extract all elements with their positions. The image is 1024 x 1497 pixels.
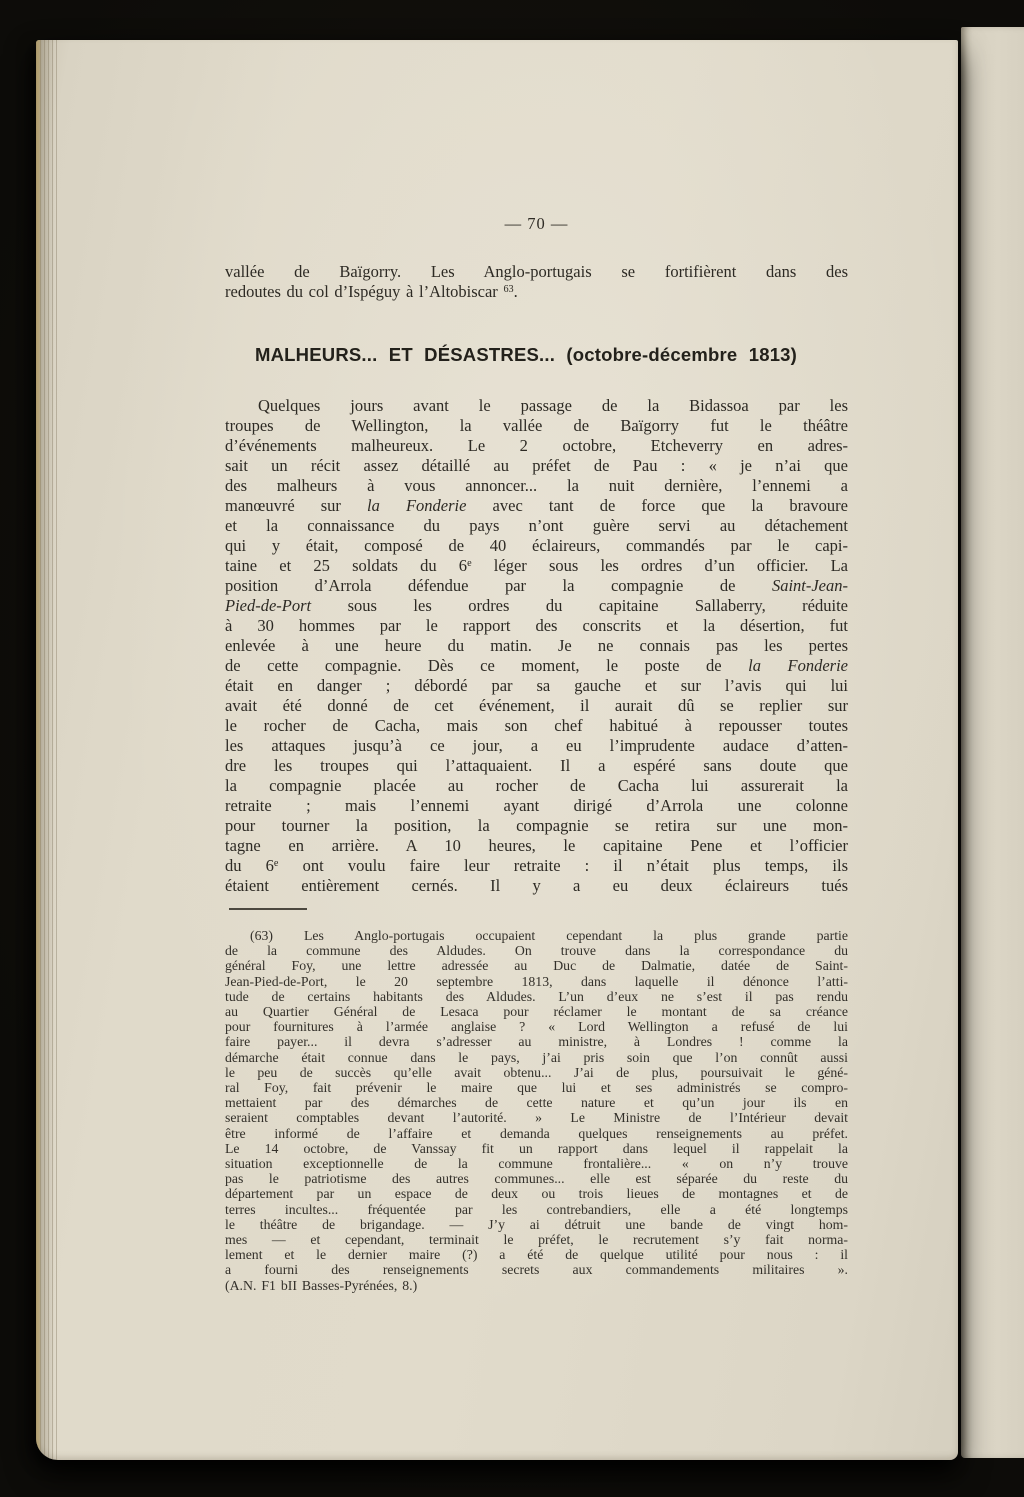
text-line: taine et 25 soldats du 6e léger sous les ordres d’un officier. La (225, 556, 848, 575)
text-line: le théâtre de brigandage. — J’y ai détruit une bande de vingt hom- (225, 1216, 848, 1232)
footnote-paragraph (225, 928, 848, 1293)
next-page-edge (961, 27, 1024, 1458)
text-line: qui y était, composé de 40 éclaireurs, commandés par le capi- (225, 536, 848, 555)
text-line: pour fournitures à l’armée anglaise ? « Lord Wellington a refusé de lui (225, 1019, 848, 1035)
text-line: situation exceptionnelle de la commune frontalière... « on n’y trouve (225, 1156, 848, 1172)
text-line: à 30 hommes par le rapport des conscrits et la désertion, fut (225, 616, 848, 635)
text-line: les attaques jusqu’à ce jour, a eu l’imprudente audace d’atten- (225, 736, 848, 755)
text-line: redoutes du col d’Ispéguy à l’Altobiscar $^{63}$. (225, 282, 518, 301)
page-number: — 70 — (504, 214, 569, 233)
text-line: dre les troupes qui l’attaquaient. Il a espéré sans doute que (225, 756, 848, 775)
text-line: pas le patriotisme des autres communes... elle est séparée du reste du (225, 1171, 848, 1187)
text-line: mettaient par des démarches de cette nature et qu’un jour ils en (225, 1095, 848, 1111)
text-line: avait été donné de cet événement, il aurait dû se replier sur (225, 696, 848, 715)
text-line: au Quartier Général de Lesaca pour réclamer le montant de sa créance (225, 1004, 848, 1020)
text-line: des malheurs à vous annoncer... la nuit dernière, l’ennemi a (225, 476, 848, 495)
text-line: seraient comptables devant l’autorité. » Le Ministre de l’Intérieur devait (225, 1110, 848, 1126)
text-line: (63) Les Anglo-portugais occupaient cependant la plus grande partie (250, 928, 848, 943)
body-paragraph (225, 396, 848, 896)
text-line: tude de certains habitants des Aldudes. L’un d’eux ne s’est il pas rendu (225, 988, 848, 1004)
text-line: a fourni des renseignements secrets aux commandements militaires ». (225, 1262, 848, 1278)
text-column (225, 40, 848, 1293)
text-line: sait un récit assez détaillé au préfet de Pau : « je n’ai que (225, 456, 848, 475)
intro-paragraph (225, 262, 848, 302)
text-line: tagne en arrière. A 10 heures, le capitaine Pene et l’officier (225, 836, 848, 855)
page-stack-edge (36, 40, 58, 1460)
text-line: le peu de succès qu’elle avait obtenu... J’ai de plus, poursuivait le géné- (225, 1064, 848, 1080)
text-line: département par un espace de deux ou trois lieues de montagnes et de (225, 1186, 848, 1202)
text-line: Le 14 octobre, de Vanssay fit un rapport dans lequel il rappelait la (225, 1140, 848, 1156)
text-line: démarche était connue dans le pays, j’ai pris soin que l’on connût aussi (225, 1049, 848, 1065)
text-line: enlevée à une heure du matin. Je ne connais pas les pertes (225, 636, 848, 655)
text-line: ral Foy, fait prévenir le maire que lui et ses administrés se compro- (225, 1080, 848, 1096)
text-line: d’événements malheureux. Le 2 octobre, Etcheverry en adres- (225, 436, 848, 455)
text-line: Jean-Pied-de-Port, le 20 septembre 1813, dans laquelle il dénonce l’atti- (225, 973, 848, 989)
book-page (36, 40, 958, 1460)
text-line: Pied-de-Port sous les ordres du capitaine Sallaberry, réduite (225, 596, 848, 615)
text-line: terres incultes... fréquentée par les contrebandiers, elle a été longtemps (225, 1201, 848, 1217)
text-line: être informé de l’affaire et demanda quelques renseignements au préfet. (225, 1125, 848, 1141)
text-line: le rocher de Cacha, mais son chef habitué à repousser toutes (225, 716, 848, 735)
text-line: lement et le dernier maire (?) a été de quelque utilité pour nous : il (225, 1247, 848, 1263)
text-line: pour tourner la position, la compagnie se retira sur une mon- (225, 816, 848, 835)
text-line: général Foy, une lettre adressée au Duc de Dalmatie, datée de Saint- (225, 958, 848, 974)
text-line: de la commune des Aldudes. On trouve dans la correspondance du (225, 943, 848, 959)
text-line: troupes de Wellington, la vallée de Baïgorry fut le théâtre (225, 416, 848, 435)
section-heading: MALHEURS... ET DÉSASTRES... (octobre-décembre 1813) (255, 344, 798, 365)
text-line: et la connaissance du pays n’ont guère servi au détachement (225, 516, 848, 535)
text-line: étaient entièrement cernés. Il y a eu deux éclaireurs tués (225, 876, 848, 895)
text-line: manœuvré sur la Fonderie avec tant de force que la bravoure (225, 496, 848, 515)
text-line: (A.N. F1 bII Basses-Pyrénées, 8.) (225, 1277, 418, 1293)
text-line: mes — et cependant, terminait le préfet, le recrutement s’y fait norma- (225, 1232, 848, 1248)
text-line: faire payer... il devra s’adresser au ministre, à Londres ! comme la (225, 1034, 848, 1050)
text-line: position d’Arrola défendue par la compagnie de Saint-Jean- (225, 576, 848, 595)
text-line: Quelques jours avant le passage de la Bidassoa par les (258, 396, 848, 415)
text-line: vallée de Baïgorry. Les Anglo-portugais se fortifièrent dans des (225, 262, 848, 281)
text-line: du 6e ont voulu faire leur retraite : il n’était plus temps, ils (225, 856, 848, 875)
text-line: retraite ; mais l’ennemi ayant dirigé d’Arrola une colonne (225, 796, 848, 815)
footnote-rule (229, 908, 307, 910)
text-line: de cette compagnie. Dès ce moment, le poste de la Fonderie (225, 656, 848, 675)
text-line: était en danger ; débordé par sa gauche et sur l’avis qui lui (225, 676, 848, 695)
text-line: la compagnie placée au rocher de Cacha lui assurerait la (225, 776, 848, 795)
